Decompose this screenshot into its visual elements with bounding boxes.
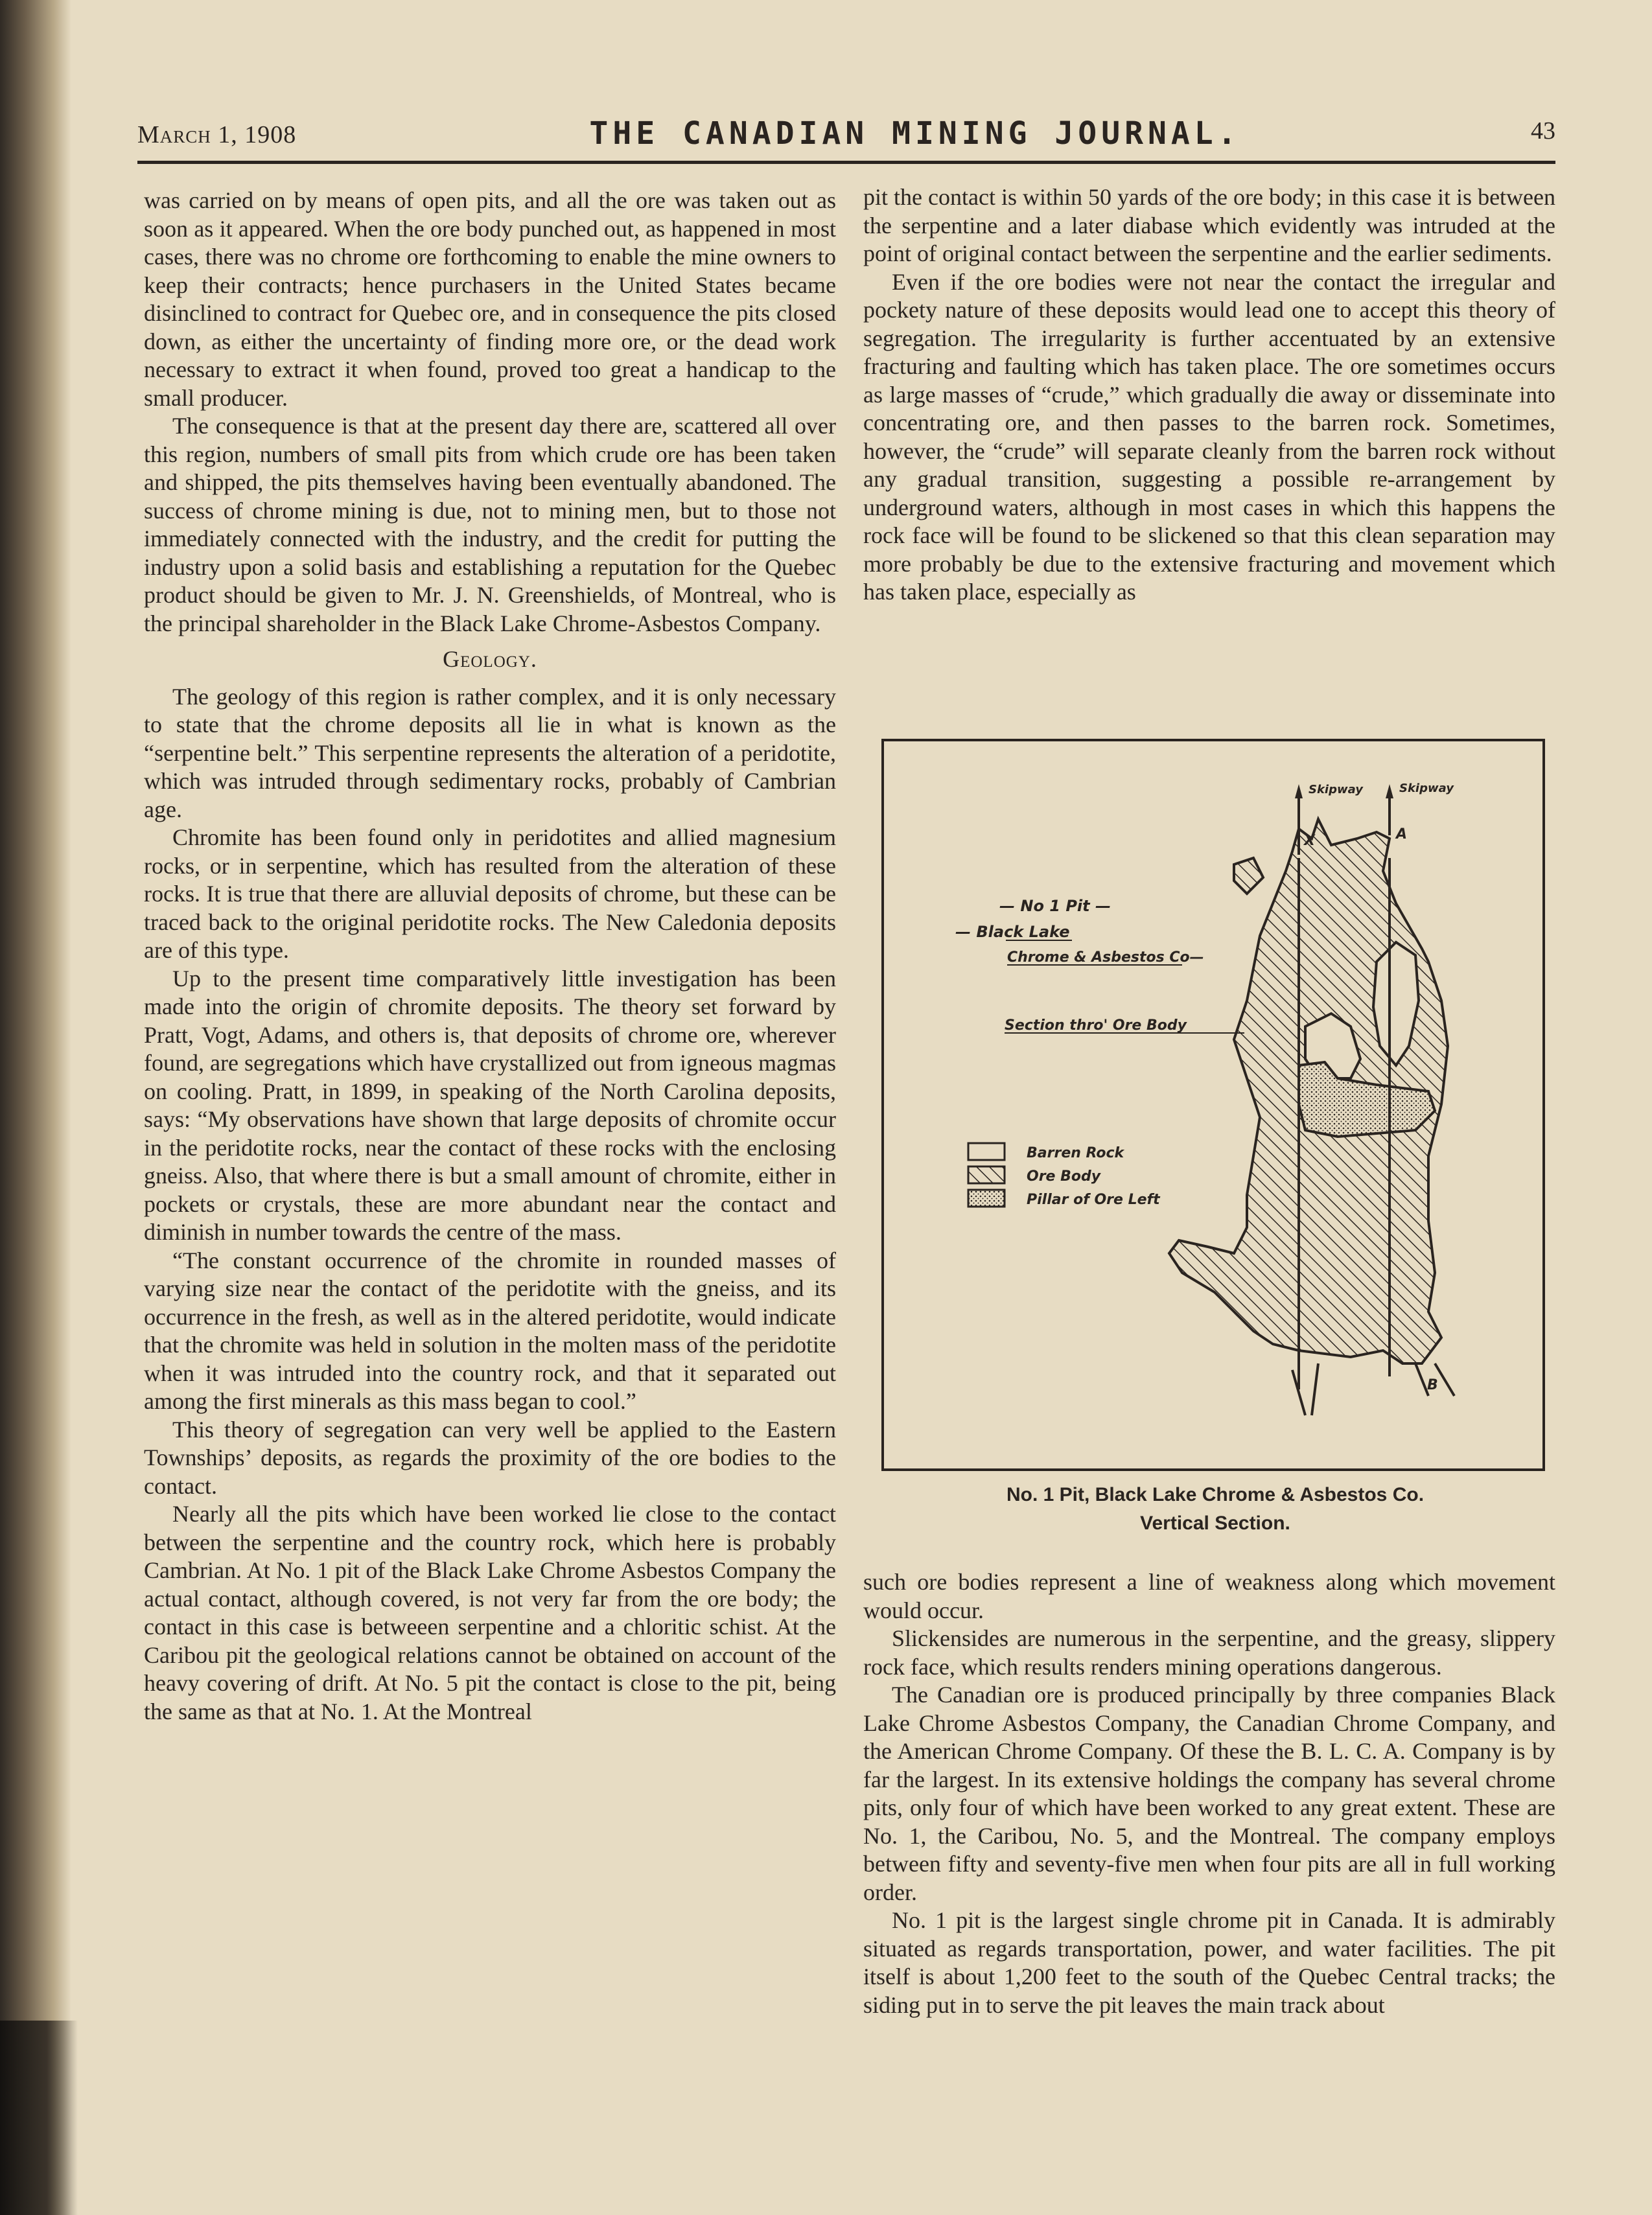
page-binding-shadow (0, 0, 71, 2215)
point-a-label: A (1396, 826, 1408, 842)
issue-date: March 1, 1908 (137, 121, 297, 148)
figure-title-line1: — No 1 Pit — (999, 897, 1111, 915)
skipway-label-left: Skipway (1309, 783, 1363, 796)
legend-label-ore-body: Ore Body (1027, 1168, 1101, 1185)
figure-legend (968, 1143, 1161, 1208)
right-column-top (863, 183, 1555, 607)
paragraph: The consequence is that at the present day there are, scattered all over this region, numbers of small pits from which crude ore has been taken and shipped, the pits themselves having been eventually abandoned. The success of chrome mining is due, not to mining men, but to those not immediately connected with the industry, and the credit for putting the industry upon a solid basis and establishing a reputation for the Quebec product should be given to Mr. J. N. Greenshields, of Montreal, who is the principal shareholder in the Black Lake Chrome-Asbestos Company. (144, 413, 836, 636)
paragraph: “The constant occurrence of the chromite in rounded masses of varying size near the contact of the peridotite with the gneiss, and its occurrence in the fresh, as well as in the altered peridotite, would indicate that the chromite was held in solution in the molten mass of the peridotite when it was intruded into the country rock, and that it separated out among the first minerals as this mass began to cool.” (144, 1247, 836, 1414)
right-column-bottom (863, 1568, 1555, 2019)
paragraph: The geology of this region is rather complex, and it is only necessary to state that the chrome deposits all lie in what is known as the “serpentine belt.” This serpentine represents the alteration of a peridotite, which was intruded through sedimentary rocks, probably of Cambrian age. (144, 683, 836, 822)
paragraph: pit the contact is within 50 yards of the ore body; in this case it is between the serpentine and a later diabase which evidently was intruded at the point of original contact between the serpentine and the earlier sediments. (863, 184, 1555, 266)
running-header (137, 109, 1555, 164)
paragraph: Up to the present time comparatively little investigation has been made into the origin of chromite deposits. The theory set forward by Pratt, Vogt, Adams, and others is, that deposits of chrome ore, wherever found, are segregations which have crystallized out from igneous magmas on cooling. Pratt, in 1899, in speaking of the North Carolina deposits, says: “My observations have shown that large deposits of chromite occur in the peridotite rocks, near the contact of these rocks with the enclosing gneiss. Also, that where there is but a small amount of chromite, either in pockets or crystals, these are more abundant near the contact and diminish in number towards the centre of the mass. (144, 965, 836, 1245)
ore-outlier (1234, 858, 1263, 894)
paragraph: such ore bodies represent a line of weakness along which movement would occur. (863, 1569, 1555, 1623)
pit-section-diagram (884, 741, 1542, 1468)
paragraph: Nearly all the pits which have been worked lie close to the contact between the serpentine and the country rock, which here is probably Cambrian. At No. 1 pit of the Black Lake Chrome Asbestos Company the actual contact, although covered, is not very far from the ore body; the contact in this case is betweeen serpentine and a chloritic schist. At the Caribou pit the geological relations cannot be obtained on account of the heavy covering of drift. At No. 5 pit the contact is close to the pit, being the same as that at No. 1. At the Montreal (144, 1501, 836, 1724)
caption-line-2: Vertical Section. (1140, 1513, 1290, 1534)
point-x-label: X (1304, 833, 1315, 849)
paragraph: Even if the ore bodies were not near the contact the irregular and pockety nature of these deposits would lead one to accept this theory of segregation. The irregularity is further accentuated by an extensive fracturing and faulting which has taken place. The ore sometimes occurs as large masses of “crude,” which gradually die away or disseminate into concentrating ore, and then passes to the barren rock. Sometimes, however, the “crude” will separate cleanly from the barren rock without any gradual transition, suggesting a possible re-arrangement by underground waters, although in most cases in which this happens the rock face will be found to be slickened so that this clean separation may more probably be due to the extensive fracturing and movement which has taken place, especially as (863, 268, 1555, 605)
section-heading-geology: Geology. (443, 646, 537, 672)
figure-title-line3: Chrome & Asbestos Co— (1007, 949, 1204, 966)
paragraph: Slickensides are numerous in the serpentine, and the greasy, slippery rock face, which results renders mining operations dangerous. (863, 1625, 1555, 1680)
legend-swatch-barren-rock (968, 1143, 1005, 1160)
left-column (144, 187, 836, 1726)
paragraph: was carried on by means of open pits, and all the ore was taken out as soon as it appeared. When the ore body punched out, as happened in most cases, there was no chrome ore forthcoming to enable the mine owners to keep their contracts; hence purchasers in the United States became disinclined to contract for Quebec ore, and in consequence the pits closed down, as either the uncertainty of finding more ore, or the dead work necessary to extract it when found, proved too great a handicap to the small producer. (144, 187, 836, 411)
figure-caption (868, 1481, 1562, 1538)
legend-swatch-ore-body (968, 1166, 1005, 1183)
page-number: 43 (1531, 117, 1555, 145)
page-binding-shadow-bottom (0, 2021, 78, 2215)
skipway-label-right: Skipway (1399, 782, 1454, 795)
paragraph: No. 1 pit is the largest single chrome pit in Canada. It is admirably situated as regards transportation, power, and water facilities. The pit itself is about 1,200 feet to the south of the Quebec Central tracks; the siding put in to serve the pit leaves the main track about (863, 1907, 1555, 2018)
figure-title-line2: — Black Lake (955, 923, 1070, 941)
paragraph: This theory of segregation can very well be applied to the Eastern Townships’ deposits, as regards the proximity of the ore bodies to the contact. (144, 1416, 836, 1499)
caption-line-1: No. 1 Pit, Black Lake Chrome & Asbestos Co. (1006, 1484, 1425, 1505)
pit-section-figure (881, 739, 1545, 1471)
legend-swatch-pillar (968, 1190, 1005, 1207)
paragraph: The Canadian ore is produced principally by three companies Black Lake Chrome Asbestos Company, the Canadian Chrome Company, and the American Chrome Company. Of these the B. L. C. A. Company is by far the largest. In its extensive holdings the company has several chrome pits, only four of which have been worked to any great extent. These are No. 1, the Caribou, No. 5, and the Montreal. The company employs between fifty and seventy-five men when four pits are all in full working order. (863, 1682, 1555, 1905)
legend-label-barren-rock: Barren Rock (1027, 1145, 1124, 1161)
section-label: Section thro' Ore Body (1005, 1017, 1187, 1034)
legend-label-pillar: Pillar of Ore Left (1027, 1192, 1160, 1208)
journal-title: THE CANADIAN MINING JOURNAL. (589, 115, 1241, 152)
point-b-label: B (1427, 1377, 1438, 1393)
paragraph: Chromite has been found only in peridotites and allied magnesium rocks, or in serpentine, which has resulted from the alteration of these rocks. It is true that there are alluvial deposits of chrome, but these can be traced back to the original peridotite rocks. The New Caledonia deposits are of this type. (144, 824, 836, 963)
